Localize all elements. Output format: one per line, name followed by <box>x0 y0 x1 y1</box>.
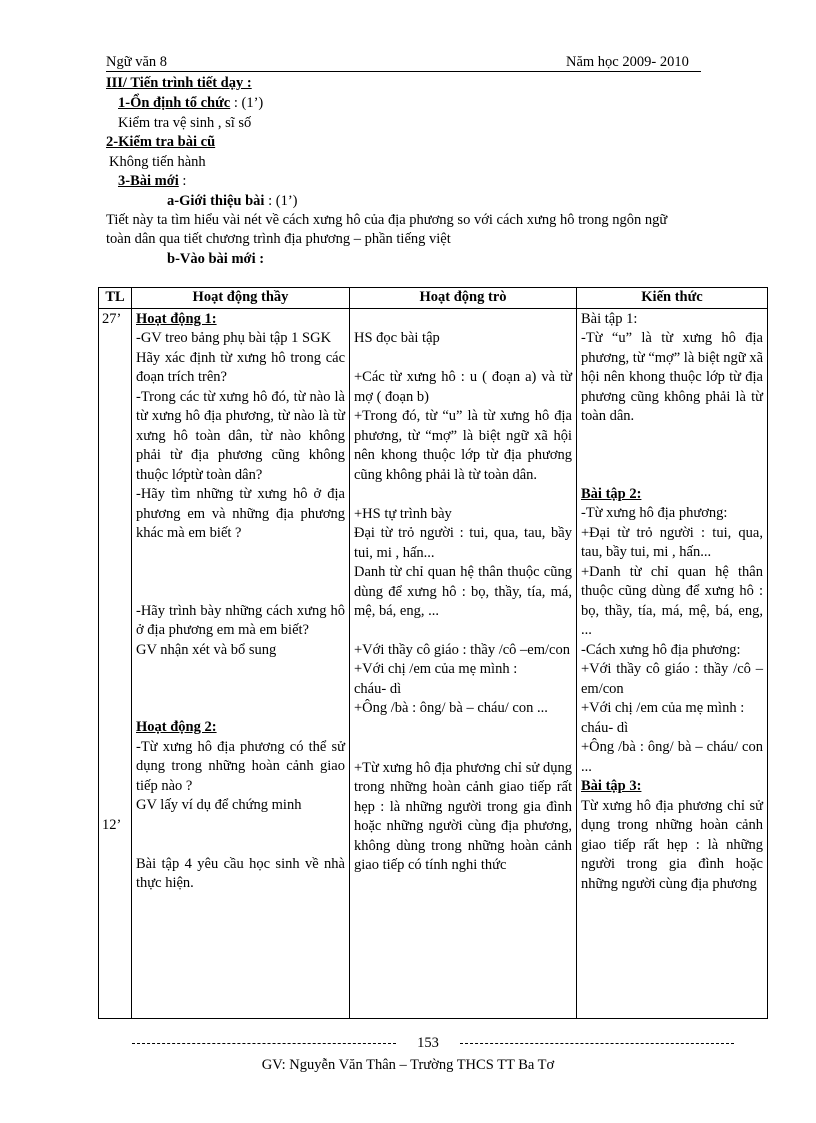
student-step: +Ông /bà : ông/ bà – cháu/ con ... <box>354 700 548 716</box>
student-step: cháu- dì <box>354 680 402 697</box>
knowledge-item: +Danh từ chỉ quan hệ thân thuộc cũng dùng để xưng hô : bọ, thầy, tía, má, mệ, bá, eng, ... <box>581 563 763 638</box>
student-step: +Với chị /em của mẹ mình : <box>354 661 518 677</box>
knowledge-item: +Ông /bà : ông/ bà – cháu/ con ... <box>581 739 763 775</box>
col-header-time: TL <box>99 288 132 309</box>
section-3: 3-Bài mới : <box>118 173 187 189</box>
time-activity-1: 27’ <box>102 310 122 327</box>
new-lesson-heading: b-Vào bài mới : <box>167 251 265 267</box>
section-3-title: 3-Bài mới <box>118 173 179 189</box>
footer-rule-left <box>132 1043 396 1044</box>
intro-subheading: a-Giới thiệu bài : (1’) <box>167 193 298 209</box>
lesson-plan-table <box>98 287 768 1019</box>
student-step: Danh từ chỉ quan hệ thân thuộc cũng dùng để xưng hô : bọ, thầy, tía, má, mệ, bá, eng, ... <box>354 564 572 619</box>
student-step: HS đọc bài tập <box>354 330 440 346</box>
section-heading: III/ Tiến trình tiết dạy : <box>106 75 252 91</box>
exercise-3-title: Bài tập 3: <box>581 778 642 794</box>
section-2-title: 2-Kiểm tra bài cũ <box>106 134 216 150</box>
teacher-step: -Trong các từ xưng hô đó, từ nào là từ xưng hô địa phương, từ nào là từ xưng hô toàn dân, từ nào không phải từ địa phương cũng không thuộc lớptừ toàn dân? <box>136 388 345 483</box>
col-header-student: Hoạt động trò <box>350 288 577 309</box>
time-activity-2: 12’ <box>102 817 122 833</box>
knowledge-item: Từ xưng hô địa phương chỉ sử dụng trong những hoàn cảnh giao tiếp rất hẹp : là những người trong gia đình hoặc những người cùng địa phương <box>581 797 763 892</box>
knowledge-item: -Cách xưng hô địa phương: <box>581 641 741 658</box>
header-subject: Ngữ văn 8 <box>106 54 168 70</box>
teacher-step: GV nhận xét và bổ sung <box>136 641 277 658</box>
student-step: Đại từ trỏ người : tui, qua, tau, bầy tui, mi , hấn... <box>354 525 572 561</box>
knowledge-item: -Từ xưng hô địa phương: <box>581 505 728 521</box>
knowledge-item: +Đại từ trỏ người : tui, qua, tau, bầy tui, mi , hấn... <box>581 524 763 560</box>
student-step: +Trong đó, từ “u” là từ xưng hô địa phương, từ “mợ” là biệt ngữ xã hội nên khong thuộc lớp từ địa phương cũng không phải là từ toàn dân. <box>354 408 572 483</box>
knowledge-item: cháu- dì <box>581 719 629 736</box>
teacher-step: Bài tập 4 yêu cầu học sinh về nhà thực hiện. <box>136 855 345 891</box>
teacher-step: Hãy xác định từ xưng hô trong các đoạn trích trên? <box>136 349 345 385</box>
student-step: +Các từ xưng hô : u ( đoạn a) và từ mợ ( đoạn b) <box>354 369 572 405</box>
exercise-2-title: Bài tập 2: <box>581 485 642 502</box>
header-rule <box>106 71 701 72</box>
teacher-step: -Hãy tìm những từ xưng hô ở địa phương em và những địa phương khác mà em biết ? <box>136 486 345 541</box>
col-header-teacher: Hoạt động thầy <box>132 288 350 309</box>
teacher-step: -GV treo bảng phụ bài tập 1 SGK <box>136 330 332 346</box>
student-step: +HS tự trình bày <box>354 505 452 522</box>
activity-2-title: Hoạt động 2: <box>136 719 217 735</box>
knowledge-item: +Với chị /em của mẹ mình : <box>581 700 745 716</box>
section-1-title: 1-Ổn định tổ chức <box>118 95 231 111</box>
intro-line-2: toàn dân qua tiết chương trình địa phương – phần tiếng việt <box>106 231 451 247</box>
footer-rule-right <box>460 1043 734 1044</box>
knowledge-item: +Với thầy cô giáo : thầy /cô –em/con <box>581 661 763 697</box>
time-cell <box>99 308 132 1018</box>
header-school-year: Năm học 2009- 2010 <box>566 54 689 70</box>
col-header-knowledge: Kiến thức <box>577 288 768 309</box>
section-2-text: Không tiến hành <box>109 154 206 170</box>
knowledge-item: -Từ “u” là từ xưng hô địa phương, từ “mợ” là biệt ngữ xã hội nên khong thuộc lớp từ địa phương cũng không phải là từ toàn dân. <box>581 330 763 424</box>
teacher-step: GV lấy ví dụ để chứng minh <box>136 797 302 813</box>
section-1-text: Kiểm tra vệ sinh , sĩ số <box>118 115 252 131</box>
student-step: +Với thầy cô giáo : thầy /cô –em/con <box>354 641 570 658</box>
intro-line-1: Tiết này ta tìm hiểu vài nét về cách xưng hô của địa phương so với cách xưng hô trong ngôn ngữ <box>106 212 668 228</box>
exercise-1-title: Bài tập 1: <box>581 310 638 327</box>
footer-author: GV: Nguyễn Văn Thân – Trường THCS TT Ba Tơ <box>261 1057 555 1073</box>
student-cell <box>350 308 577 1018</box>
table-row <box>99 308 768 1018</box>
teacher-step: -Hãy trình bày những cách xưng hô ở địa phương em mà em biết? <box>136 602 345 638</box>
teacher-cell <box>132 308 350 1018</box>
student-step: +Từ xưng hô địa phương chỉ sử dụng trong những hoàn cảnh giao tiếp rất hẹp : là những người trong gia đình hoặc những người cùng địa phương, không dùng trong những hoàn cảnh giao tiếp có tính nghi thức <box>354 759 572 873</box>
table-header-row <box>99 288 768 309</box>
teacher-step: -Từ xưng hô địa phương có thể sử dụng trong những hoàn cảnh giao tiếp nào ? <box>136 738 345 794</box>
page-number: 153 <box>417 1035 439 1051</box>
knowledge-cell <box>577 308 768 1018</box>
activity-1-title: Hoạt động 1: <box>136 310 217 327</box>
section-1: 1-Ổn định tổ chức : (1’) <box>118 95 264 111</box>
